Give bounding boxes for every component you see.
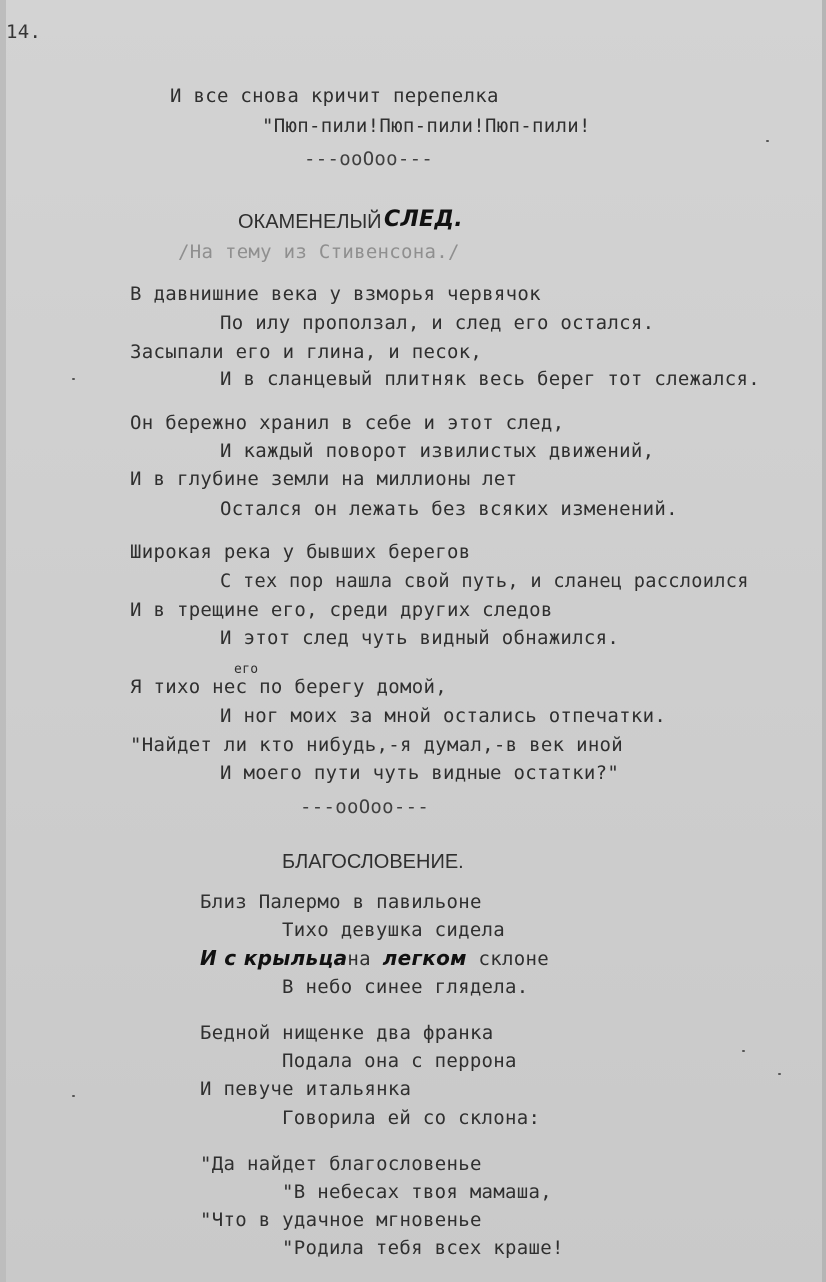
poem1-line-8: Остался он лежать без всяких изменений. <box>220 498 678 520</box>
scan-speck <box>778 1073 781 1075</box>
intro-line-1: И все снова кричит перепелка <box>170 85 499 107</box>
separator-1: ---ооОоо--- <box>304 148 434 170</box>
poem2-line-3-typed-end: склоне <box>478 948 549 970</box>
scan-edge-right <box>822 0 826 1282</box>
poem2-line-8: Говорила ей со склона: <box>282 1107 541 1129</box>
poem1-line-13: Я тихо нес по берегу домой, <box>130 676 447 698</box>
poem2-line-12: "Родила тебя всех краше! <box>282 1237 564 1259</box>
poem1-line-3: Засыпали его и глина, и песок, <box>130 341 483 363</box>
poem2-line-3-handwritten-b: легком <box>382 946 467 970</box>
poem1-line-4: И в сланцевый плитняк весь берег тот слежался. <box>220 368 760 390</box>
poem2-line-1: Близ Палермо в павильоне <box>200 891 482 913</box>
scan-speck <box>766 140 769 142</box>
poem2-line-6: Подала она с перрона <box>282 1050 517 1072</box>
poem1-title-typed: ОКАМЕНЕЛЫЙ <box>238 211 382 233</box>
page-number: 14. <box>6 21 42 43</box>
poem1-correction: его <box>234 662 259 677</box>
poem1-line-15: "Найдет ли кто нибудь,-я думал,-в век иной <box>130 734 624 756</box>
poem1-line-16: И моего пути чуть видные остатки?" <box>220 762 620 784</box>
poem2-line-10: "В небесах твоя мамаша, <box>282 1181 552 1203</box>
poem1-subtitle: /На тему из Стивенсона./ <box>178 241 460 263</box>
poem1-line-12: И этот след чуть видный обнажился. <box>220 627 620 649</box>
poem1-title-handwritten: СЛЕД. <box>384 207 463 232</box>
poem1-line-9: Широкая река у бывших берегов <box>130 541 471 563</box>
poem2-line-3 <box>200 946 549 971</box>
poem2-line-2: Тихо девушка сидела <box>282 919 506 941</box>
poem2-line-9: "Да найдет благословенье <box>200 1153 482 1175</box>
poem1-line-7: И в глубине земли на миллионы лет <box>130 468 518 490</box>
poem2-line-7: И певуче итальянка <box>200 1078 412 1100</box>
poem1-line-6: И каждый поворот извилистых движений, <box>220 440 655 462</box>
scan-speck <box>742 1050 745 1052</box>
poem1-line-14: И ног моих за мной остались отпечатки. <box>220 705 667 727</box>
scan-speck <box>72 378 75 380</box>
poem1-line-1: В давнишние века у взморья червячок <box>130 283 541 305</box>
scan-edge-left <box>0 0 6 1282</box>
poem2-line-3-typed: на <box>347 948 371 970</box>
scan-speck <box>72 1095 75 1097</box>
poem2-line-11: "Что в удачное мгновенье <box>200 1209 482 1231</box>
poem1-line-2: По илу проползал, и след его остался. <box>220 312 655 334</box>
poem2-title: БЛАГОСЛОВЕНИЕ. <box>282 851 464 873</box>
poem2-line-3-handwritten-a: И с крыльца <box>200 946 348 970</box>
poem1-line-5: Он бережно хранил в себе и этот след, <box>130 412 565 434</box>
poem2-line-5: Бедной нищенке два франка <box>200 1022 494 1044</box>
poem1-line-10: С тех пор нашла свой путь, и сланец расслоился <box>220 571 749 592</box>
intro-line-2: "Пюп-пили!Пюп-пили!Пюп-пили! <box>262 115 591 137</box>
separator-2: ---ооОоо--- <box>300 796 430 818</box>
poem2-line-4: В небо синее глядела. <box>282 976 529 998</box>
poem1-line-11: И в трещине его, среди других следов <box>130 599 553 621</box>
